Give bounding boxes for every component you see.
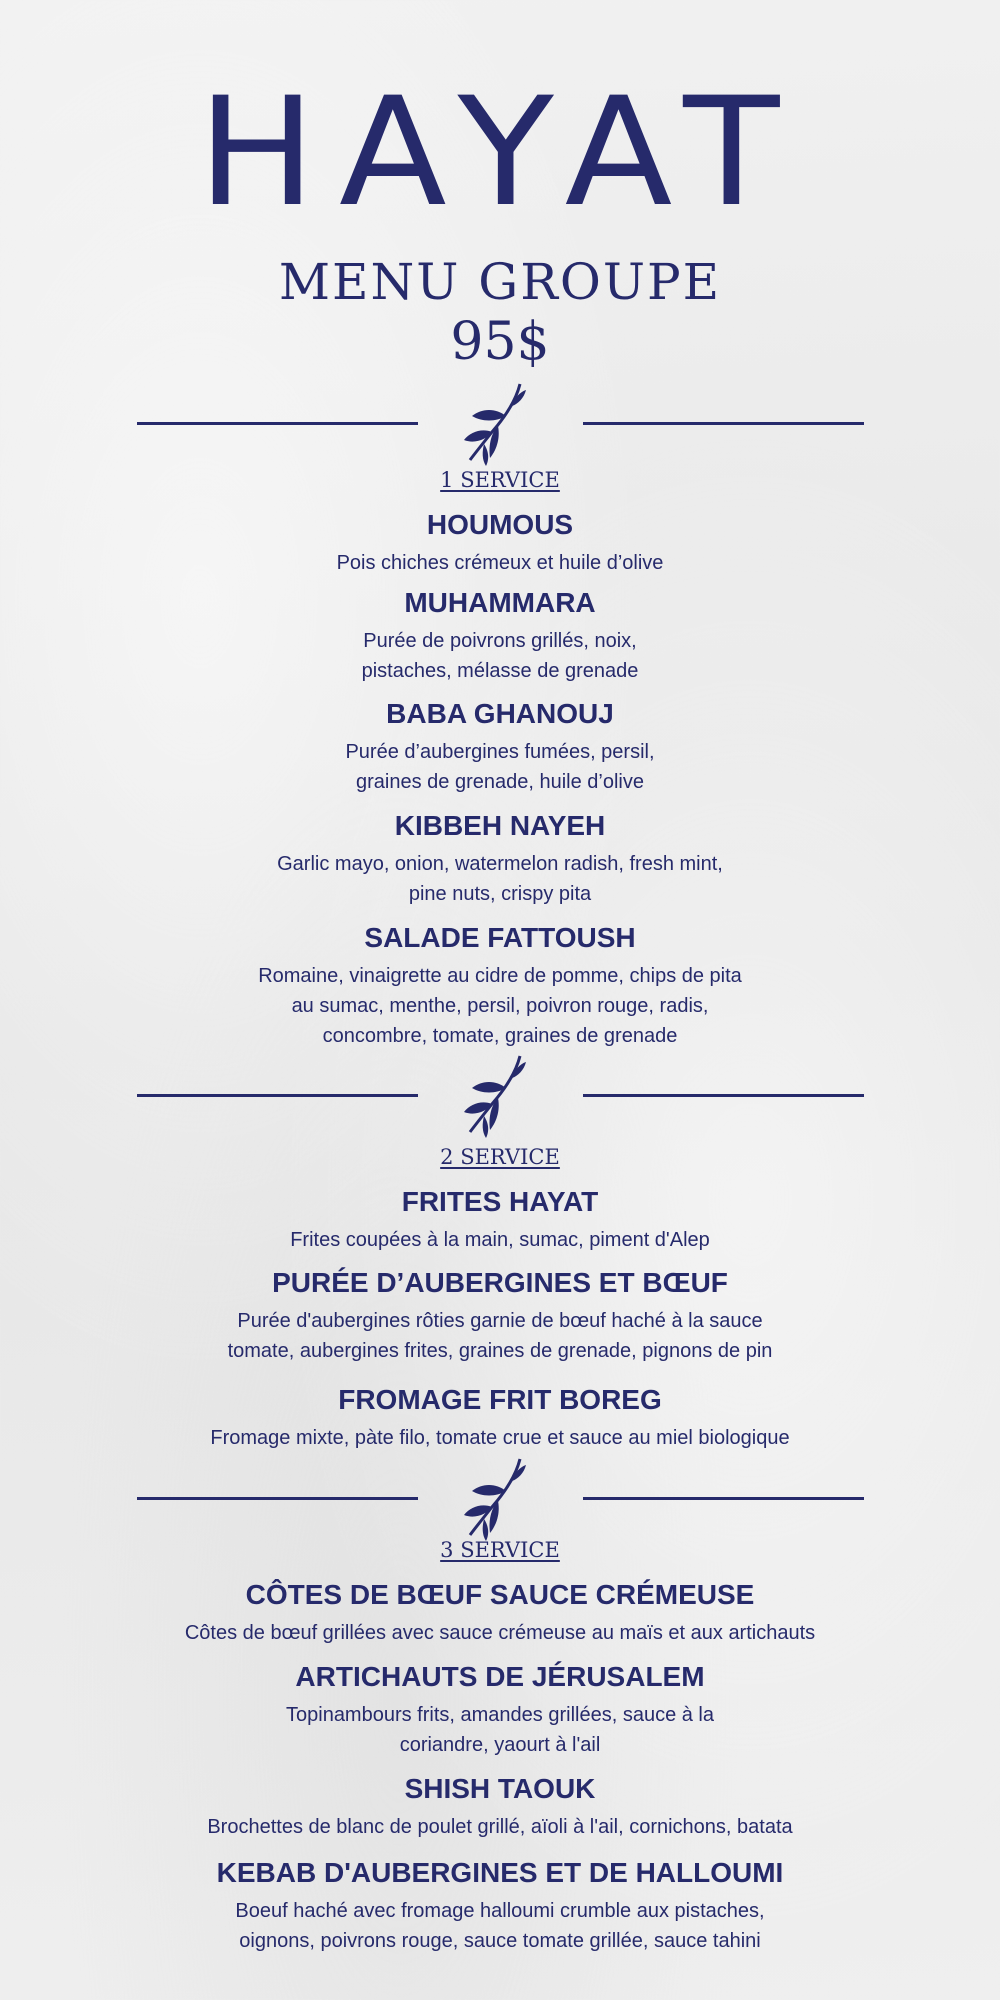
divider-rule-left bbox=[137, 1094, 418, 1097]
dish-name: FROMAGE FRIT BOREG bbox=[338, 1384, 662, 1415]
divider-rule-right bbox=[583, 1094, 864, 1097]
section-divider bbox=[0, 382, 1000, 472]
divider-rule-left bbox=[137, 422, 418, 425]
dish-description: Fromage mixte, pàte filo, tomate crue et sauce au miel biologique bbox=[210, 1427, 790, 1449]
dish-name: FRITES HAYAT bbox=[401, 1186, 599, 1217]
dish-item bbox=[0, 1383, 1000, 1453]
dish-item bbox=[0, 1660, 1000, 1760]
dish-name: MUHAMMARA bbox=[404, 587, 596, 618]
dish-description: Boeuf haché avec fromage halloumi crumble aux pistaches, oignons, poivrons rouge, sauce tomate grillée, sauce tahini bbox=[235, 1900, 765, 1952]
dish-item bbox=[0, 809, 1000, 909]
brand-title: HAYAT bbox=[197, 66, 803, 240]
section-divider bbox=[0, 1457, 1000, 1547]
dish-description: Garlic mayo, onion, watermelon radish, fresh mint, pine nuts, crispy pita bbox=[277, 853, 723, 905]
dish-item bbox=[0, 1185, 1000, 1255]
dish-name: BABA GHANOUJ bbox=[386, 698, 614, 729]
dish-description: Côtes de bœuf grillées avec sauce crémeuse au maïs et aux artichauts bbox=[184, 1622, 816, 1644]
dish-description: Romaine, vinaigrette au cidre de pomme, chips de pita au sumac, menthe, persil, poivron rouge, radis, concombre, tomate, graines de grenade bbox=[258, 965, 742, 1047]
dish-name: CÔTES DE BŒUF SAUCE CRÉMEUSE bbox=[245, 1579, 755, 1610]
menu-price: 95$ bbox=[450, 312, 550, 372]
service-heading-3: 3 SERVICE bbox=[440, 1538, 560, 1562]
dish-item bbox=[0, 921, 1000, 1051]
dish-description: Purée d'aubergines rôties garnie de bœuf haché à la sauce tomate, aubergines frites, graines de grenade, pignons de pin bbox=[227, 1310, 773, 1362]
divider-rule-left bbox=[137, 1497, 418, 1500]
dish-name: SHISH TAOUK bbox=[404, 1773, 596, 1804]
dish-description: Frites coupées à la main, sumac, piment d'Alep bbox=[290, 1229, 710, 1251]
dish-description: Purée d’aubergines fumées, persil, graines de grenade, huile d’olive bbox=[345, 741, 655, 793]
dish-item bbox=[0, 508, 1000, 578]
dish-item bbox=[0, 1266, 1000, 1366]
dish-item bbox=[0, 1772, 1000, 1842]
divider-rule-right bbox=[583, 1497, 864, 1500]
dish-name: ARTICHAUTS DE JÉRUSALEM bbox=[295, 1661, 705, 1692]
dish-name: KIBBEH NAYEH bbox=[394, 810, 606, 841]
dish-item bbox=[0, 586, 1000, 686]
olive-branch-icon bbox=[462, 382, 538, 468]
divider-rule-right bbox=[583, 422, 864, 425]
dish-name: PURÉE D’AUBERGINES ET BŒUF bbox=[272, 1267, 728, 1298]
service-heading-2: 2 SERVICE bbox=[440, 1145, 560, 1169]
service-heading-1: 1 SERVICE bbox=[440, 468, 560, 492]
dish-item bbox=[0, 1578, 1000, 1648]
section-divider bbox=[0, 1054, 1000, 1144]
dish-description: Topinambours frits, amandes grillées, sauce à la coriandre, yaourt à l'ail bbox=[286, 1704, 714, 1756]
dish-description: Pois chiches crémeux et huile d’olive bbox=[336, 552, 664, 574]
olive-branch-icon bbox=[462, 1054, 538, 1140]
dish-name: SALADE FATTOUSH bbox=[364, 922, 636, 953]
dish-description: Purée de poivrons grillés, noix, pistaches, mélasse de grenade bbox=[361, 630, 639, 682]
dish-item bbox=[0, 697, 1000, 797]
dish-name: KEBAB D'AUBERGINES ET DE HALLOUMI bbox=[216, 1857, 784, 1888]
dish-item bbox=[0, 1856, 1000, 1956]
olive-branch-icon bbox=[462, 1457, 538, 1543]
dish-description: Brochettes de blanc de poulet grillé, aïoli à l'ail, cornichons, batata bbox=[207, 1816, 793, 1838]
menu-subtitle: MENU GROUPE bbox=[278, 253, 722, 311]
dish-name: HOUMOUS bbox=[426, 509, 574, 540]
